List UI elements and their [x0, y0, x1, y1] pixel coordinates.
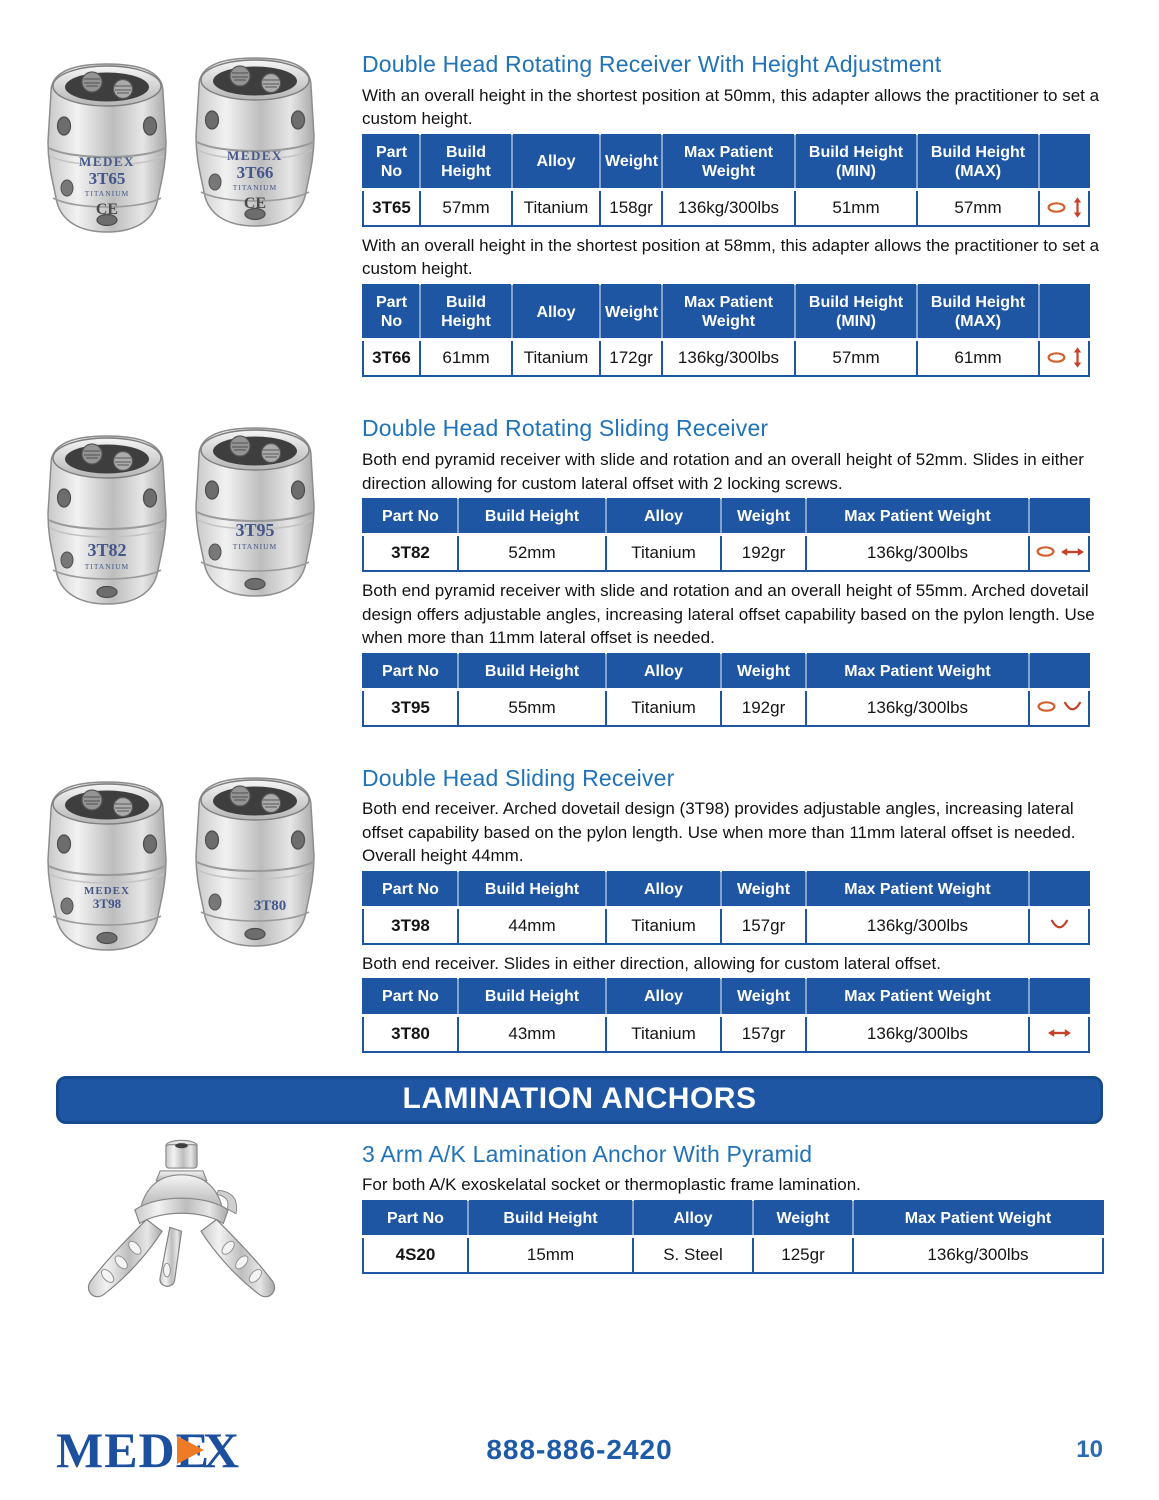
spec-table-3t95 — [362, 653, 1090, 727]
arc-angle-icon — [1062, 700, 1083, 713]
col-header: Build Height — [458, 979, 606, 1015]
cell-build-height-max: 57mm — [917, 190, 1039, 227]
col-header: Max Patient Weight — [662, 135, 795, 190]
col-header-icons — [1039, 285, 1089, 340]
cell-max-patient-weight: 136kg/300lbs — [662, 190, 795, 227]
section-double-head-rotating-sliding-receiver — [0, 414, 1159, 733]
table-row — [363, 908, 1089, 945]
spec-table-3t98 — [362, 871, 1090, 945]
col-header: Part No — [363, 979, 458, 1015]
cell-max-patient-weight: 136kg/300lbs — [806, 535, 1029, 572]
col-header: Max Patient Weight — [662, 285, 795, 340]
col-header: Alloy — [606, 979, 721, 1015]
engraving-part: 3T95 — [235, 520, 275, 541]
col-header: Build Height — [458, 654, 606, 690]
product-adapter-3t95-image — [185, 414, 325, 604]
product-photo-4s20 — [0, 1134, 362, 1309]
cell-build-height: 43mm — [458, 1015, 606, 1052]
cell-max-patient-weight: 136kg/300lbs — [806, 908, 1029, 945]
cell-alloy: Titanium — [606, 535, 721, 572]
page-title-section-3: Double Head Sliding Receiver — [362, 764, 675, 791]
product-adapter-3t66-image — [185, 44, 325, 234]
cell-max-patient-weight: 136kg/300lbs — [806, 1015, 1029, 1052]
col-header: Max Patient Weight — [853, 1201, 1103, 1237]
page-title-section-2: Double Head Rotating Sliding Receiver — [362, 415, 769, 442]
col-header: Alloy — [512, 135, 600, 190]
col-header: Alloy — [606, 872, 721, 908]
intro-text: With an overall height in the shortest position at 50mm, this adapter allows the practitioner to set a custom height. — [362, 85, 1100, 129]
col-header: Weight — [721, 872, 806, 908]
cell-part-no: 3T80 — [363, 1015, 458, 1052]
cell-weight: 158gr — [600, 190, 662, 227]
col-header: Build Height (MIN) — [795, 135, 917, 190]
intro-text: Both end pyramid receiver with slide and rotation and an overall height of 55mm. Arched dovetail design offers adjustable angles, increasing lateral offset capability based on the pylon length. Use when more than 11mm lateral offset is needed. — [362, 581, 1095, 648]
product-adapter-3t80-image — [185, 764, 325, 954]
product-photo-3t82-3t95 — [0, 414, 362, 612]
cell-build-height: 52mm — [458, 535, 606, 572]
rotation-icon — [1036, 700, 1057, 713]
table-row — [363, 190, 1089, 227]
engraving-material: TITANIUM — [232, 183, 278, 192]
cell-part-no: 3T65 — [363, 190, 420, 227]
cell-build-height-min: 57mm — [795, 340, 917, 377]
table-row — [363, 1015, 1089, 1052]
arc-angle-icon — [1049, 918, 1070, 931]
cell-part-no: 3T95 — [363, 689, 458, 726]
ce-mark: CE — [95, 201, 119, 218]
col-header-icons — [1029, 872, 1089, 908]
col-header: Part No — [363, 1201, 468, 1237]
col-header: Build Height (MAX) — [917, 135, 1039, 190]
engraving-brand: MEDEX — [227, 148, 283, 163]
cell-alloy: Titanium — [606, 1015, 721, 1052]
engraving-brand: MEDEX — [79, 154, 135, 169]
cell-max-patient-weight: 136kg/300lbs — [662, 340, 795, 377]
col-header: Max Patient Weight — [806, 979, 1029, 1015]
cell-build-height: 44mm — [458, 908, 606, 945]
cell-weight: 192gr — [721, 535, 806, 572]
col-header: Build Height — [420, 285, 512, 340]
medex-logo — [56, 1422, 241, 1478]
spec-table-4s20 — [362, 1200, 1104, 1274]
cell-weight: 157gr — [721, 908, 806, 945]
product-adapter-3t98-image — [37, 768, 177, 958]
cell-max-patient-weight: 136kg/300lbs — [853, 1237, 1103, 1274]
spec-table-3t66 — [362, 284, 1090, 377]
intro-text: Both end receiver. Slides in either direction, allowing for custom lateral offset. — [362, 954, 941, 973]
col-header: Max Patient Weight — [806, 499, 1029, 535]
product-photo-3t98-3t80 — [0, 764, 362, 958]
engraving-part: 3T65 — [88, 169, 126, 188]
col-header: Build Height — [458, 872, 606, 908]
engraving-material: TITANIUM — [232, 542, 278, 552]
intro-text: Both end receiver. Arched dovetail design (3T98) provides adjustable angles, increasing lateral offset capability based on the pylon length. Use when more than 11mm lateral offset is needed. Overall height 44mm. — [362, 799, 1076, 866]
col-header: Part No — [363, 499, 458, 535]
engraving-part: 3T82 — [87, 540, 127, 561]
page-title-section-1: Double Head Rotating Receiver With Height Adjustment — [362, 51, 942, 77]
col-header: Build Height — [420, 135, 512, 190]
table-row — [363, 1237, 1103, 1274]
lamination-anchors-banner: LAMINATION ANCHORS — [56, 1076, 1103, 1124]
cell-alloy: Titanium — [606, 908, 721, 945]
intro-text: For both A/K exoskelatal socket or thermoplastic frame lamination. — [362, 1175, 861, 1195]
cell-weight: 192gr — [721, 689, 806, 726]
engraving-material: TITANIUM — [84, 562, 130, 572]
engraving-brand: MEDEX — [84, 884, 130, 897]
col-header: Part No — [363, 285, 420, 340]
logo-text-suffix: X — [203, 1422, 241, 1478]
col-header: Build Height — [468, 1201, 633, 1237]
cell-weight: 125gr — [753, 1237, 853, 1274]
spec-table-3t65 — [362, 134, 1090, 227]
engraving-material: TITANIUM — [84, 189, 130, 198]
intro-text: Both end pyramid receiver with slide and rotation and an overall height of 52mm. Slides in either direction allowing for custom lateral offset with 2 locking screws. — [362, 450, 1084, 493]
slide-icon — [1048, 1027, 1071, 1039]
ce-mark: CE — [243, 195, 267, 212]
section-double-head-rotating-receiver — [0, 0, 1159, 384]
cell-build-height: 15mm — [468, 1237, 633, 1274]
product-photo-3t65-3t66 — [0, 50, 362, 240]
col-header: Alloy — [512, 285, 600, 340]
col-header-icons — [1029, 979, 1089, 1015]
col-header: Weight — [753, 1201, 853, 1237]
col-header: Weight — [721, 654, 806, 690]
col-header: Weight — [600, 285, 662, 340]
col-header-icons — [1029, 499, 1089, 535]
logo-arrow-icon — [177, 1436, 204, 1464]
cell-alloy: Titanium — [512, 190, 600, 227]
col-header-icons — [1029, 654, 1089, 690]
col-header: Alloy — [606, 499, 721, 535]
spec-table-3t80 — [362, 978, 1090, 1052]
table-row — [363, 535, 1089, 572]
cell-alloy: S. Steel — [633, 1237, 753, 1274]
col-header: Alloy — [606, 654, 721, 690]
page-title-section-4: 3 Arm A/K Lamination Anchor With Pyramid — [362, 1140, 813, 1167]
cell-part-no: 4S20 — [363, 1237, 468, 1274]
col-header: Build Height — [458, 499, 606, 535]
rotation-icon — [1046, 351, 1067, 364]
col-header: Part No — [363, 654, 458, 690]
col-header: Part No — [363, 872, 458, 908]
col-header-icons — [1039, 135, 1089, 190]
cell-max-patient-weight: 136kg/300lbs — [806, 689, 1029, 726]
page-number: 10 — [1076, 1436, 1103, 1463]
cell-weight: 157gr — [721, 1015, 806, 1052]
col-header: Max Patient Weight — [806, 872, 1029, 908]
table-row — [363, 689, 1089, 726]
cell-build-height: 55mm — [458, 689, 606, 726]
col-header: Alloy — [633, 1201, 753, 1237]
section-lamination-anchor — [0, 1134, 1159, 1309]
cell-part-no: 3T98 — [363, 908, 458, 945]
cell-alloy: Titanium — [606, 689, 721, 726]
section-double-head-sliding-receiver — [0, 764, 1159, 1060]
col-header: Build Height (MIN) — [795, 285, 917, 340]
engraving-part: 3T80 — [253, 897, 287, 914]
slide-icon — [1061, 546, 1084, 558]
cell-build-height: 61mm — [420, 340, 512, 377]
cell-part-no: 3T82 — [363, 535, 458, 572]
logo-text-prefix: MEDE — [56, 1422, 210, 1478]
cell-alloy: Titanium — [512, 340, 600, 377]
cell-build-height: 57mm — [420, 190, 512, 227]
rotation-icon — [1035, 545, 1056, 558]
table-row — [363, 340, 1089, 377]
spec-table-3t82 — [362, 498, 1090, 572]
product-anchor-image — [64, 1134, 299, 1309]
cell-build-height-max: 61mm — [917, 340, 1039, 377]
height-adjustment-icon — [1072, 347, 1083, 368]
col-header: Max Patient Weight — [806, 654, 1029, 690]
footer-phone-number: 888-886-2420 — [486, 1434, 673, 1465]
col-header: Weight — [721, 499, 806, 535]
page-footer — [56, 1418, 1103, 1482]
cell-weight: 172gr — [600, 340, 662, 377]
col-header: Part No — [363, 135, 420, 190]
rotation-icon — [1046, 201, 1067, 214]
cell-part-no: 3T66 — [363, 340, 420, 377]
col-header: Build Height (MAX) — [917, 285, 1039, 340]
cell-build-height-min: 51mm — [795, 190, 917, 227]
product-adapter-3t65-image — [37, 50, 177, 240]
product-adapter-3t82-image — [37, 422, 177, 612]
col-header: Weight — [600, 135, 662, 190]
col-header: Weight — [721, 979, 806, 1015]
engraving-part: 3T98 — [92, 895, 122, 911]
height-adjustment-icon — [1072, 197, 1083, 218]
engraving-part: 3T66 — [236, 163, 274, 182]
intro-text: With an overall height in the shortest position at 58mm, this adapter allows the practitioner to set a custom height. — [362, 236, 1100, 279]
